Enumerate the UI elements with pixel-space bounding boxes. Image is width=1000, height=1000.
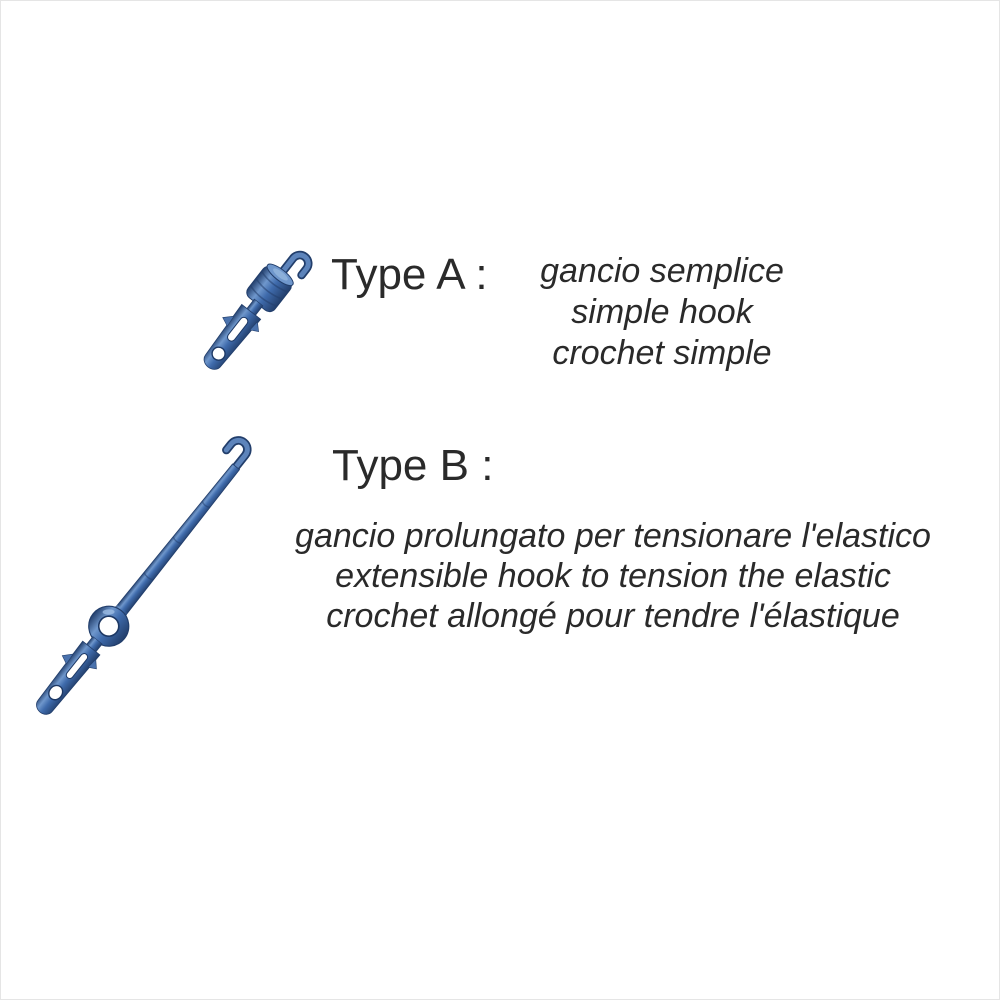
type-a-heading: Type A : [331, 250, 488, 299]
type-a-description-english: simple hook [571, 293, 753, 331]
simple-hook-icon [186, 241, 316, 381]
type-b-heading: Type B : [332, 441, 494, 490]
type-b-description-italian: gancio prolungato per tensionare l'elastico [295, 517, 931, 555]
type-a-description-french: crochet simple [552, 334, 772, 372]
type-b-description-english: extensible hook to tension the elastic [335, 557, 891, 595]
type-a-description-italian: gancio semplice [540, 252, 784, 290]
type-a-descriptions [506, 251, 818, 374]
type-b-description-french: crochet allongé pour tendre l'élastique [326, 597, 900, 635]
extensible-hook-icon [19, 426, 269, 726]
type-b-descriptions [264, 516, 962, 636]
